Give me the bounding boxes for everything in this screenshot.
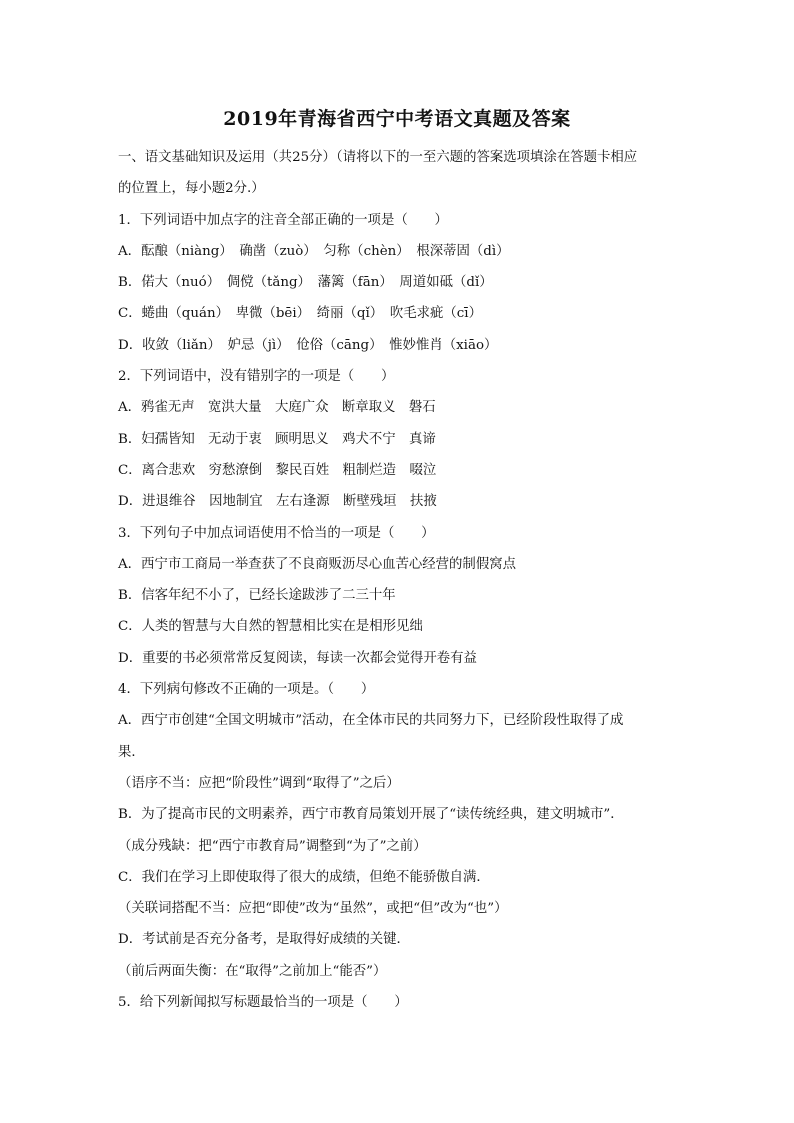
question-2-option-b: B．妇孺皆知 无动于衷 顾明思义 鸡犬不宁 真谛 [118,431,436,447]
question-3-option-d: D．重要的书必须常常反复阅读，每读一次都会觉得开卷有益 [118,650,477,666]
question-4-option-a-note: （语序不当：应把“阶段性”调到“取得了”之后） [118,775,400,791]
page-title: 2019年青海省西宁中考语文真题及答案 [223,108,571,130]
question-1-stem: 1．下列词语中加点字的注音全部正确的一项是（ ） [118,212,448,228]
question-4-option-d-note: （前后两面失衡：在“取得”之前加上“能否”） [118,963,387,979]
question-4-stem: 4．下列病句修改不正确的一项是。（ ） [118,682,375,698]
question-3-option-a: A．西宁市工商局一举查获了不良商贩沥尽心血苦心经营的制假窝点 [118,556,516,572]
question-3-stem: 3．下列句子中加点词语使用不恰当的一项是（ ） [118,525,435,541]
question-3-option-b: B．信客年纪不小了，已经长途跋涉了二三十年 [118,588,396,604]
question-4-option-c: C．我们在学习上即使取得了很大的成绩，但绝不能骄傲自满． [118,869,490,885]
question-4-option-a-cont: 果． [118,744,145,760]
question-4-option-a: A．西宁市创建“全国文明城市”活动，在全体市民的共同努力下，已经阶段性取得了成 [118,713,624,729]
question-5-stem: 5．给下列新闻拟写标题最恰当的一项是（ ） [118,995,408,1011]
document-body [118,142,678,1018]
question-4-option-b-note: （成分残缺：把“西宁市教育局”调整到“为了”之前） [118,838,427,854]
question-1-option-b: B．偌大（nuó） 倜傥（tǎng） 藩篱（fān） 周道如砥（dǐ） [118,275,493,291]
question-2-option-a: A．鸦雀无声 宽洪大量 大庭广众 断章取义 磐石 [118,400,436,416]
question-4-option-b: B．为了提高市民的文明素养，西宁市教育局策划开展了“读传统经典，建文明城市”． [118,807,624,823]
question-3-option-c: C．人类的智慧与大自然的智慧相比实在是相形见绌 [118,619,423,635]
section-heading-cont: 的位置上，每小题2分.） [118,181,265,197]
question-2-stem: 2．下列词语中，没有错别字的一项是（ ） [118,369,395,385]
question-4-option-c-note: （关联词搭配不当：应把“即使”改为“虽然”，或把“但”改为“也”） [118,901,508,917]
question-1-option-d: D．收敛（liǎn） 妒忌（jì） 伧俗（cāng） 惟妙惟肖（xiāo） [118,337,498,353]
question-2-option-d: D．进退维谷 因地制宜 左右逢源 断壁残垣 扶掖 [118,494,437,510]
section-heading: 一、语文基础知识及运用（共25分）（请将以下的一至六题的答案选项填涂在答题卡相应 [118,150,638,165]
question-1-option-c: C．蜷曲（quán） 卑微（bēi） 绮丽（qǐ） 吹毛求疵（cī） [118,306,482,322]
question-1-option-a: A．酝酿（niàng） 确凿（zuò） 匀称（chèn） 根深蒂固（dì） [118,243,510,259]
question-4-option-d: D．考试前是否充分备考，是取得好成绩的关键． [118,932,410,948]
question-2-option-c: C．离合悲欢 穷愁潦倒 黎民百姓 粗制烂造 啜泣 [118,462,437,478]
